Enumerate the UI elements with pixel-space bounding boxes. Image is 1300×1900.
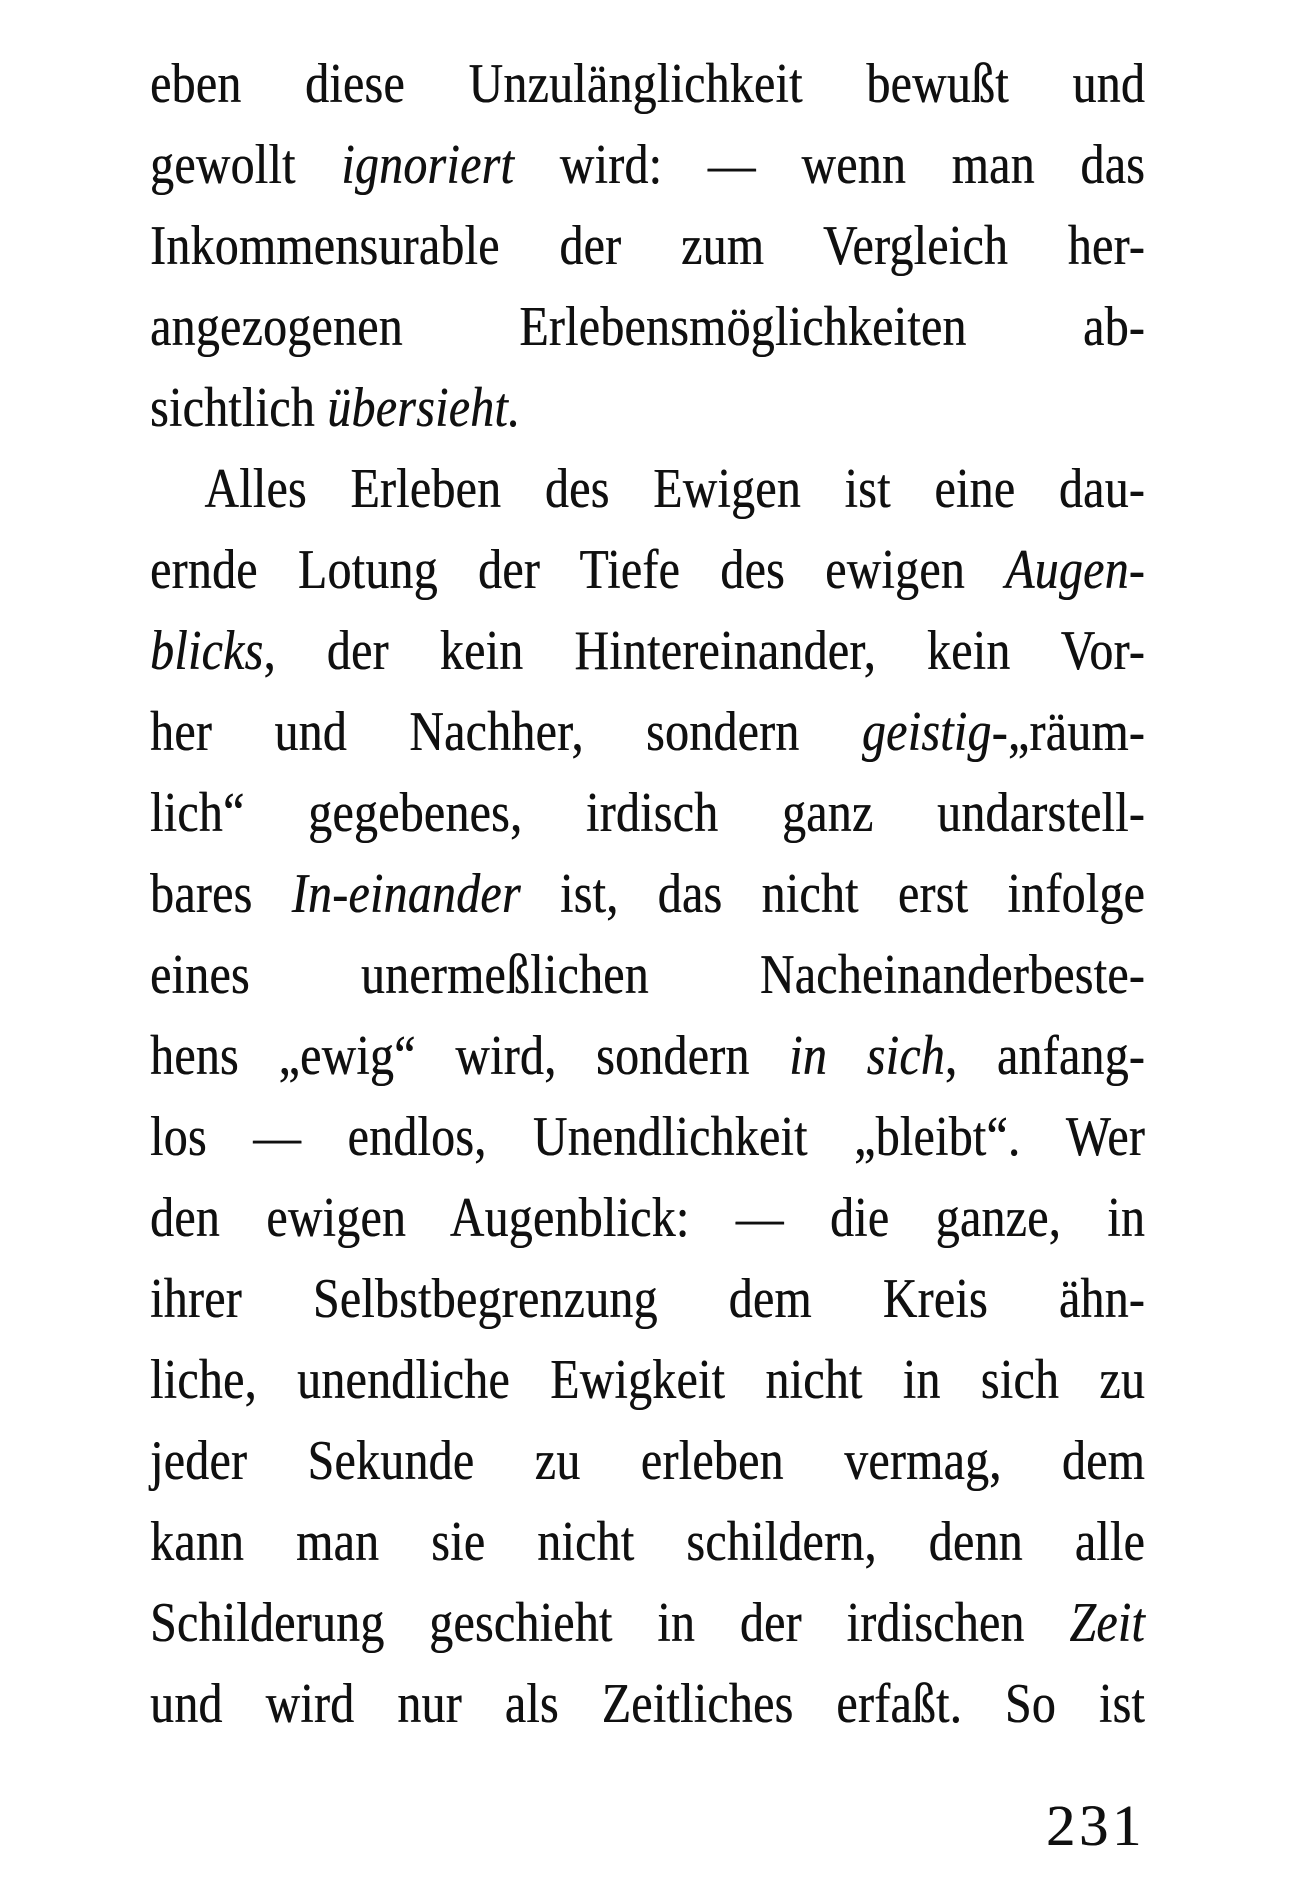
body-text: und wird nur als Zeitliches erfaßt. So ist [150,1673,1146,1735]
italic-emphasis-text: Zeit [1069,1592,1146,1654]
body-text: lich“ gegebenes, irdisch ganz undarstell- [150,782,1146,844]
italic-emphasis-text: in sich [789,1025,945,1087]
body-text: kann man sie nicht schildern, denn alle [150,1511,1146,1573]
body-text: wird: — wenn man das [514,134,1146,196]
italic-emphasis-text: Augen- [1005,539,1146,601]
text-line [150,44,1145,125]
text-line [150,854,1145,935]
body-text: eines unermeßlichen Nacheinanderbeste- [150,944,1146,1006]
text-line [150,935,1145,1016]
italic-emphasis-text: übersieht. [327,377,521,439]
body-text: ernde Lotung der Tiefe des ewigen [150,539,1006,601]
text-line [150,773,1145,854]
body-text: jeder Sekunde zu erleben vermag, dem [150,1430,1146,1492]
text-line [150,1421,1145,1502]
italic-emphasis-text: blicks [150,620,264,682]
text-line [150,1583,1145,1664]
text-line [150,1097,1145,1178]
text-line [150,692,1145,773]
italic-emphasis-text: ignoriert [341,134,515,196]
body-text: Inkommensurable der zum Vergleich her- [150,215,1146,277]
body-text: gewollt [150,134,342,196]
text-line [150,449,1145,530]
body-text: Alles Erleben des Ewigen ist eine dau- [204,458,1146,520]
text-line [150,206,1145,287]
body-text: , der kein Hintereinander, kein Vor- [263,620,1146,682]
text-block [150,44,1145,1745]
body-text: , anfang- [944,1025,1146,1087]
text-line [150,368,1145,449]
body-text: ist, das nicht erst infolge [520,863,1146,925]
text-line [150,1016,1145,1097]
body-text: ihrer Selbstbegrenzung dem Kreis ähn- [150,1268,1146,1330]
body-text: her und Nachher, sondern [150,701,862,763]
text-line [150,1259,1145,1340]
body-text: eben diese Unzulänglichkeit bewußt und [150,53,1146,115]
text-line [150,287,1145,368]
body-text: -„räum- [991,701,1146,763]
text-line [150,1340,1145,1421]
body-text: Schilderung geschieht in der irdischen [150,1592,1070,1654]
body-text: angezogenen Erlebensmöglichkeiten ab- [150,296,1146,358]
body-text: bares [150,863,292,925]
text-line [150,1664,1145,1745]
text-line [150,125,1145,206]
body-text: den ewigen Augenblick: — die ganze, in [150,1187,1146,1249]
body-text: sichtlich [150,377,328,439]
italic-emphasis-text: In-einander [291,863,521,925]
italic-emphasis-text: geistig [861,701,992,763]
text-line [150,530,1145,611]
body-text: los — endlos, Unendlichkeit „bleibt“. Wer [150,1106,1146,1168]
body-text: hens „ewig“ wird, sondern [150,1025,790,1087]
body-text: liche, unendliche Ewigkeit nicht in sich zu [150,1349,1146,1411]
text-line [150,611,1145,692]
page-number: 231 [1046,1793,1145,1858]
text-line [150,1502,1145,1583]
text-line [150,1178,1145,1259]
